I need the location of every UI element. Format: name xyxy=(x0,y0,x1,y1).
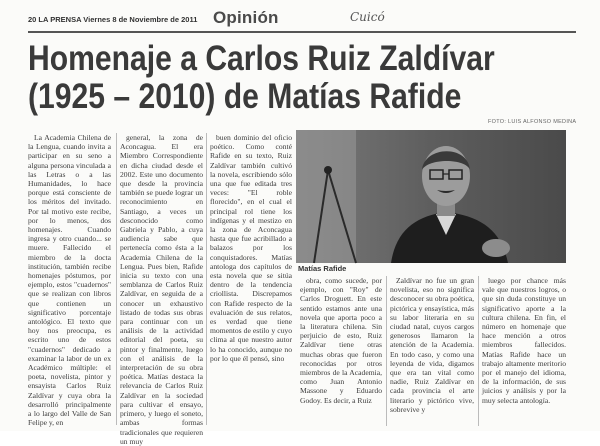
headline-line-2: (1925 – 2010) de Matías Rafide xyxy=(28,77,462,116)
article-headline xyxy=(28,40,510,116)
column-6-text: luego por chance más vale que nuestros logros, o que sin duda constituye un significativo aporte a la cultura chilena. En fin, el número en homenaje que hace mención a otros miembros fallecidos. Matías Rafide hace un trabajo altamente meritorio por el manejo del idioma, de la información, de sus juicios y análisis y por la muy selecta antología. xyxy=(482,276,566,405)
article-column-4 xyxy=(300,276,382,426)
photo-caption: Matías Rafide xyxy=(298,264,347,273)
column-divider xyxy=(478,276,479,426)
brand-logo: Cuicó xyxy=(350,10,385,24)
column-divider xyxy=(116,133,117,425)
column-4-text: obra, como sucede, por ejemplo, con "Roy" de Carlos Droguett. En este sentido estamos ante una novela que aporta poco a la literatura chilena. Sin perjuicio de esto, Ruiz Zaldívar tiene otras muchas obras que fueron reconocidas por otros miembros de la Academia, como Juan Antonio Massone y Eduardo Godoy. Es decir, a Ruiz xyxy=(300,276,382,405)
article-column-5 xyxy=(390,276,474,426)
column-divider xyxy=(386,276,387,426)
column-divider xyxy=(206,133,207,425)
photo-credit: FOTO: LUIS ALFONSO MEDINA xyxy=(488,119,577,125)
article-column-1 xyxy=(28,133,111,428)
article-column-6 xyxy=(482,276,566,426)
header-rule xyxy=(28,31,576,33)
column-2-text: general, la zona de Aconcagua. El era Miembro Correspondiente en dicha ciudad desde el 2002. Este uno documento que desde la provincia también se puede lograr un reconocimiento en Santiago, a veces un desconocido como Gabriela y Pablo, a cuya audiencia sabe que pertenecía como ésta a la Academia Chilena de la Lengua. Pues bien, Rafide inicia su texto con una semblanza de Carlos Ruiz Zaldívar, en seguida de a conocer un exhaustivo listado de todas sus obras para continuar con un análisis de la actividad editorial del poeta, su pintor y finalmente, luego con el análisis de la interpretación de su obra poética. Matías destaca la relevancia de Carlos Ruiz Zaldívar en la sociedad para cultivar el ensayo, primero, y luego el soneto, ambas formas tradicionales que requieren un muy xyxy=(120,133,203,446)
page-info: 20 LA PRENSA Viernes 8 de Noviembre de 2011 xyxy=(28,15,198,24)
column-3-text: buen dominio del oficio poético. Como conté Rafide en su texto, Ruiz Zaldívar también cultivó la novela, escribiendo sólo una que fue editada tres veces: "El roble florecido", en el cual el principal rol tiene los indígenas y el mestizo en la zona de Aconcagua hasta que fue acribillado a balazos por los conquistadores. Matías antologa dos capítulos de esta novela que se sitúa dentro de la tendencia criollista. Discrepamos con Rafide respecto de la evaluación de sus relatos, es verdad que tiene momentos de estilo y cuyo clima al que nuestro autor lo ha conocido, aunque no por lo que él pensó, sino xyxy=(210,133,292,363)
portrait-photo-icon xyxy=(296,130,566,263)
article-column-3 xyxy=(210,133,292,425)
column-5-text: Zaldívar no fue un gran novelista, eso no significa desconocer su obra poética, pictórica y ensayística, más su labor literaria en su ciudad natal, cuyos cargos generosos llamaron la atención de la Academia. En todo caso, y como una leyenda de vida, digamos que era tan vital como nadie, Ruiz Zaldívar en cada provincia el arte literario y pictórico vive, sobrevive y xyxy=(390,276,474,414)
headline-line-1: Homenaje a Carlos Ruiz Zaldívar xyxy=(28,39,495,78)
article-column-2 xyxy=(120,133,203,446)
page-header xyxy=(28,8,576,30)
column-1-text: La Academia Chilena de la Lengua, cuando invita a participar en su seno a alguna persona vinculada a las Letras o a las Humanidades, lo hace porque está consciente de los méritos del invitado. Por tal motivo este recibe, por lo menos, dos homenajes. Cuando ingresa y otro cuando... se muere. Fallecido el miembro de la docta institución, también recibe homenajes póstumos, por ejemplo, estos "cuadernos" que se realizan con libros que contienen un significativo porcentaje antológico. El texto que hoy nos preocupa, es escrito uno de estos "cuadernos" dedicado a examinar la labor de un ex Académico múltiple: el poeta, novelista, pintor y ensayista Carlos Ruiz Zaldívar y cuya obra la desarrolló principalmente a lo largo del Valle de San Felipe y, en xyxy=(28,133,111,428)
section-title: Opinión xyxy=(213,8,279,27)
